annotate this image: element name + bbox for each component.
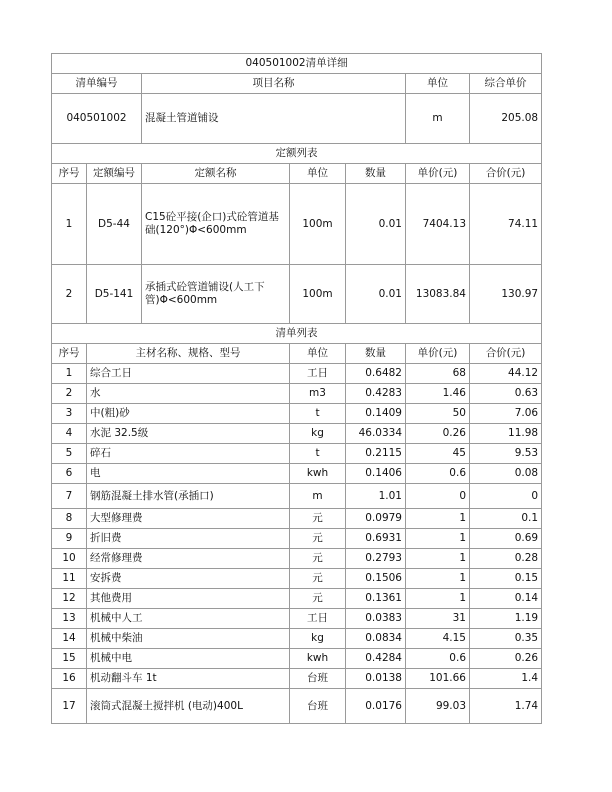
material-qty: 0.0383 (346, 609, 406, 629)
material-seq: 17 (52, 689, 87, 724)
material-unit: kwh (290, 464, 346, 484)
material-seq-header: 序号 (52, 344, 87, 364)
quota-unit-header: 单位 (290, 164, 346, 184)
material-unit: 元 (290, 549, 346, 569)
material-unit-price: 68 (406, 364, 470, 384)
material-name: 机械中柴油 (87, 629, 290, 649)
material-unit-price: 1 (406, 529, 470, 549)
material-seq: 7 (52, 484, 87, 509)
bill-name: 混凝土管道铺设 (142, 94, 406, 144)
material-name: 中(粗)砂 (87, 404, 290, 424)
material-row (52, 629, 542, 649)
material-unit-price-header: 单价(元) (406, 344, 470, 364)
quota-name: C15砼平接(企口)式砼管道基础(120°)Φ<600mm (142, 184, 290, 265)
material-row (52, 609, 542, 629)
material-name: 机械中人工 (87, 609, 290, 629)
material-row (52, 464, 542, 484)
material-qty: 0.0979 (346, 509, 406, 529)
bill-row (52, 94, 542, 144)
material-row (52, 509, 542, 529)
material-row (52, 669, 542, 689)
material-unit: 台班 (290, 669, 346, 689)
quota-code: D5-44 (87, 184, 142, 265)
material-qty: 0.4284 (346, 649, 406, 669)
material-total: 0.69 (470, 529, 542, 549)
material-qty: 0.0176 (346, 689, 406, 724)
material-name: 综合工日 (87, 364, 290, 384)
material-unit-price: 1 (406, 569, 470, 589)
quota-section-row (52, 144, 542, 164)
material-qty: 0.2793 (346, 549, 406, 569)
title-row (52, 54, 542, 74)
material-unit-price: 101.66 (406, 669, 470, 689)
material-qty: 0.2115 (346, 444, 406, 464)
quota-row (52, 265, 542, 324)
material-unit: t (290, 444, 346, 464)
bill-price: 205.08 (470, 94, 542, 144)
material-name-header: 主材名称、规格、型号 (87, 344, 290, 364)
bill-name-header: 项目名称 (142, 74, 406, 94)
material-total: 0.26 (470, 649, 542, 669)
material-name: 折旧费 (87, 529, 290, 549)
material-seq: 15 (52, 649, 87, 669)
material-name: 机械中电 (87, 649, 290, 669)
quota-unit-price-header: 单价(元) (406, 164, 470, 184)
quota-total: 74.11 (470, 184, 542, 265)
material-qty: 0.4283 (346, 384, 406, 404)
bill-code-header: 清单编号 (52, 74, 142, 94)
quota-qty: 0.01 (346, 265, 406, 324)
bill-unit-header: 单位 (406, 74, 470, 94)
material-seq: 8 (52, 509, 87, 529)
quota-unit: 100m (290, 184, 346, 265)
material-total: 1.19 (470, 609, 542, 629)
material-row (52, 549, 542, 569)
material-qty: 0.1406 (346, 464, 406, 484)
material-name: 碎石 (87, 444, 290, 464)
material-total: 0.63 (470, 384, 542, 404)
material-total: 0.35 (470, 629, 542, 649)
quota-total: 130.97 (470, 265, 542, 324)
material-row (52, 484, 542, 509)
material-unit: kg (290, 424, 346, 444)
material-total: 11.98 (470, 424, 542, 444)
material-seq: 6 (52, 464, 87, 484)
material-unit-price: 4.15 (406, 629, 470, 649)
quota-row (52, 184, 542, 265)
material-name: 经常修理费 (87, 549, 290, 569)
material-unit-price: 0 (406, 484, 470, 509)
material-name: 安拆费 (87, 569, 290, 589)
material-unit: m (290, 484, 346, 509)
material-seq: 14 (52, 629, 87, 649)
quota-seq: 1 (52, 184, 87, 265)
material-total: 1.74 (470, 689, 542, 724)
material-row (52, 569, 542, 589)
material-unit-price: 99.03 (406, 689, 470, 724)
material-total: 0.15 (470, 569, 542, 589)
quota-qty-header: 数量 (346, 164, 406, 184)
material-unit-price: 0.6 (406, 464, 470, 484)
quota-name: 承插式砼管道铺设(人工下管)Φ<600mm (142, 265, 290, 324)
quota-qty: 0.01 (346, 184, 406, 265)
material-total: 0.28 (470, 549, 542, 569)
material-unit: t (290, 404, 346, 424)
material-unit-price: 1 (406, 509, 470, 529)
quota-unit-price: 7404.13 (406, 184, 470, 265)
material-row (52, 649, 542, 669)
material-seq: 3 (52, 404, 87, 424)
quota-header-row (52, 164, 542, 184)
quota-name-header: 定额名称 (142, 164, 290, 184)
material-name: 水 (87, 384, 290, 404)
quota-code: D5-141 (87, 265, 142, 324)
material-unit: 工日 (290, 609, 346, 629)
material-seq: 10 (52, 549, 87, 569)
material-name: 其他费用 (87, 589, 290, 609)
material-seq: 16 (52, 669, 87, 689)
quota-section-title: 定额列表 (52, 144, 542, 164)
material-unit-price: 50 (406, 404, 470, 424)
material-unit: 台班 (290, 689, 346, 724)
bill-detail-sheet (51, 53, 541, 724)
material-qty: 0.0138 (346, 669, 406, 689)
material-unit-price: 0.6 (406, 649, 470, 669)
material-seq: 4 (52, 424, 87, 444)
material-total: 9.53 (470, 444, 542, 464)
material-qty: 0.6482 (346, 364, 406, 384)
bill-price-header: 综合单价 (470, 74, 542, 94)
bill-detail-table (51, 53, 542, 724)
material-unit: 元 (290, 589, 346, 609)
material-section-title: 清单列表 (52, 324, 542, 344)
quota-unit: 100m (290, 265, 346, 324)
material-total: 0.08 (470, 464, 542, 484)
material-row (52, 589, 542, 609)
quota-unit-price: 13083.84 (406, 265, 470, 324)
material-qty: 0.0834 (346, 629, 406, 649)
material-row (52, 364, 542, 384)
material-seq: 5 (52, 444, 87, 464)
material-unit-header: 单位 (290, 344, 346, 364)
material-unit-price: 1 (406, 549, 470, 569)
material-section-row (52, 324, 542, 344)
material-unit-price: 1 (406, 589, 470, 609)
material-unit: kg (290, 629, 346, 649)
material-row (52, 424, 542, 444)
material-qty-header: 数量 (346, 344, 406, 364)
material-row (52, 689, 542, 724)
bill-unit: m (406, 94, 470, 144)
material-name: 钢筋混凝土排水管(承插口) (87, 484, 290, 509)
material-name: 滚筒式混凝土搅拌机 (电动)400L (87, 689, 290, 724)
material-total-header: 合价(元) (470, 344, 542, 364)
material-qty: 0.1409 (346, 404, 406, 424)
material-unit: 工日 (290, 364, 346, 384)
quota-total-header: 合价(元) (470, 164, 542, 184)
quota-seq-header: 序号 (52, 164, 87, 184)
material-name: 电 (87, 464, 290, 484)
quota-code-header: 定额编号 (87, 164, 142, 184)
material-total: 0.14 (470, 589, 542, 609)
material-unit: m3 (290, 384, 346, 404)
material-qty: 0.1361 (346, 589, 406, 609)
material-header-row (52, 344, 542, 364)
material-row (52, 529, 542, 549)
material-unit-price: 31 (406, 609, 470, 629)
material-unit: 元 (290, 569, 346, 589)
sheet-title: 040501002清单详细 (52, 54, 542, 74)
material-name: 水泥 32.5级 (87, 424, 290, 444)
material-total: 0 (470, 484, 542, 509)
material-name: 机动翻斗车 1t (87, 669, 290, 689)
material-qty: 0.6931 (346, 529, 406, 549)
material-seq: 9 (52, 529, 87, 549)
material-total: 44.12 (470, 364, 542, 384)
bill-header-row (52, 74, 542, 94)
material-seq: 1 (52, 364, 87, 384)
material-total: 7.06 (470, 404, 542, 424)
material-row (52, 404, 542, 424)
material-unit-price: 45 (406, 444, 470, 464)
material-name: 大型修理费 (87, 509, 290, 529)
material-qty: 0.1506 (346, 569, 406, 589)
material-unit: 元 (290, 509, 346, 529)
material-seq: 12 (52, 589, 87, 609)
material-unit-price: 1.46 (406, 384, 470, 404)
material-total: 0.1 (470, 509, 542, 529)
quota-seq: 2 (52, 265, 87, 324)
material-total: 1.4 (470, 669, 542, 689)
material-unit: kwh (290, 649, 346, 669)
material-unit: 元 (290, 529, 346, 549)
material-row (52, 444, 542, 464)
material-qty: 46.0334 (346, 424, 406, 444)
material-qty: 1.01 (346, 484, 406, 509)
material-row (52, 384, 542, 404)
material-unit-price: 0.26 (406, 424, 470, 444)
material-seq: 2 (52, 384, 87, 404)
bill-code: 040501002 (52, 94, 142, 144)
material-seq: 11 (52, 569, 87, 589)
material-seq: 13 (52, 609, 87, 629)
